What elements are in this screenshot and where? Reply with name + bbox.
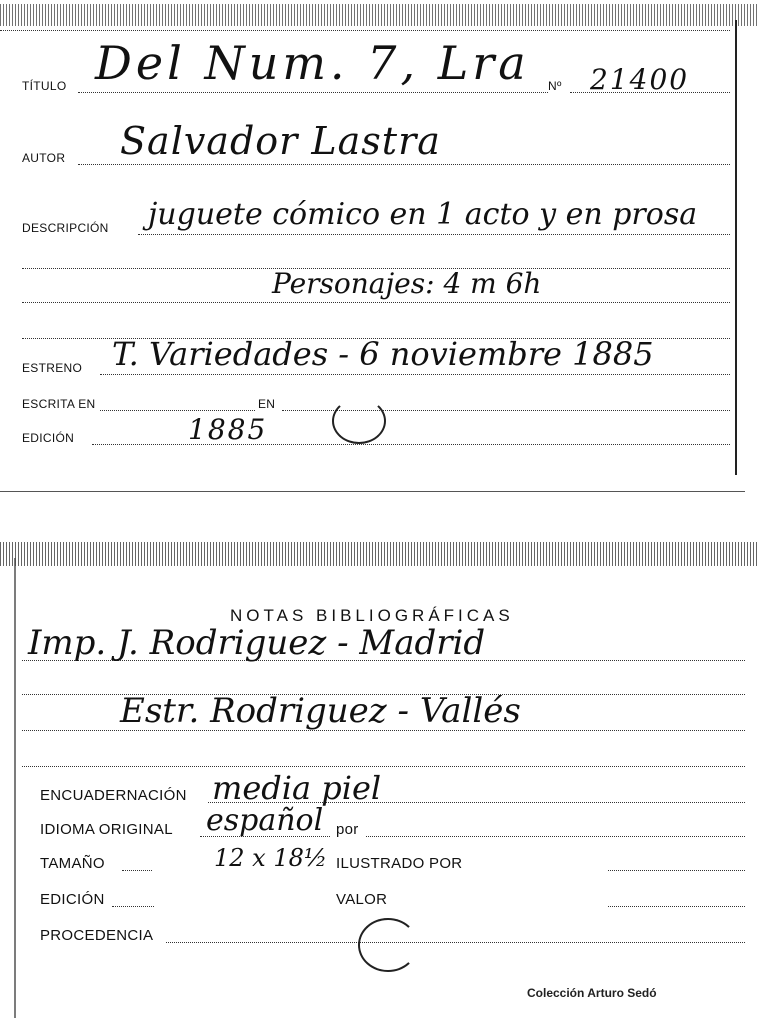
notas-line-4 <box>22 766 745 767</box>
ilustrado-line <box>608 870 745 871</box>
notas-title: NOTAS BIBLIOGRÁFICAS <box>230 606 514 625</box>
edicion-back-line <box>112 906 154 907</box>
ilustrado-label: ILUSTRADO POR <box>336 855 463 872</box>
por-label: por <box>336 821 359 838</box>
edicion-value: 1885 <box>188 413 268 446</box>
notas-value-2: Estr. Rodriguez - Vallés <box>120 691 521 731</box>
procedencia-line <box>166 942 745 943</box>
personajes-value: Personajes: 4 m 6h <box>272 267 542 300</box>
en-label: EN <box>258 397 276 411</box>
estreno-label: ESTRENO <box>22 361 83 375</box>
catalog-card-front <box>0 0 759 492</box>
procedencia-label: PROCEDENCIA <box>40 927 154 944</box>
descripcion-value: juguete cómico en 1 acto y en prosa <box>148 197 698 232</box>
encuadernacion-value: media piel <box>212 769 382 807</box>
tamano-line <box>122 870 152 871</box>
notas-line-3 <box>22 730 745 731</box>
valor-label: VALOR <box>336 891 388 908</box>
idioma-label: IDIOMA ORIGINAL <box>40 821 173 838</box>
titulo-label: TÍTULO <box>22 79 67 93</box>
collection-credit: Colección Arturo Sedó <box>527 986 657 1000</box>
edicion-back-label: EDICIÓN <box>40 891 105 908</box>
edicion-label: EDICIÓN <box>22 431 75 445</box>
tamano-label: TAMAÑO <box>40 855 105 872</box>
autor-line <box>78 164 730 165</box>
scan-edge-top <box>0 4 759 26</box>
escrita-en-line <box>100 410 255 411</box>
encuadernacion-label: ENCUADERNACIÓN <box>40 787 187 804</box>
punch-hole-mark-back <box>358 918 418 972</box>
numero-value: 21400 <box>590 63 690 96</box>
estreno-value: T. Variedades - 6 noviembre 1885 <box>112 335 654 373</box>
autor-label: AUTOR <box>22 151 66 165</box>
autor-value: Salvador Lastra <box>120 119 441 163</box>
titulo-line <box>78 92 548 93</box>
numero-label: Nº <box>548 79 562 93</box>
escrita-en-label: ESCRITA EN <box>22 397 96 411</box>
titulo-value: Del Num. 7, Lra <box>95 36 530 90</box>
descripcion-line-3 <box>22 302 730 303</box>
card-edge-left <box>14 558 16 1018</box>
notas-value-1: Imp. J. Rodriguez - Madrid <box>28 623 486 663</box>
card-edge-bottom <box>0 491 745 492</box>
top-rule <box>0 30 730 31</box>
valor-line <box>608 906 745 907</box>
descripcion-line <box>138 234 730 235</box>
descripcion-label: DESCRIPCIÓN <box>22 221 109 235</box>
estreno-line <box>100 374 730 375</box>
card-edge-right <box>735 20 737 475</box>
scan-edge-top <box>0 542 759 566</box>
idioma-value: español <box>206 803 324 838</box>
punch-hole-mark <box>332 398 386 444</box>
tamano-value: 12 x 18½ <box>214 844 328 872</box>
por-line <box>366 836 745 837</box>
